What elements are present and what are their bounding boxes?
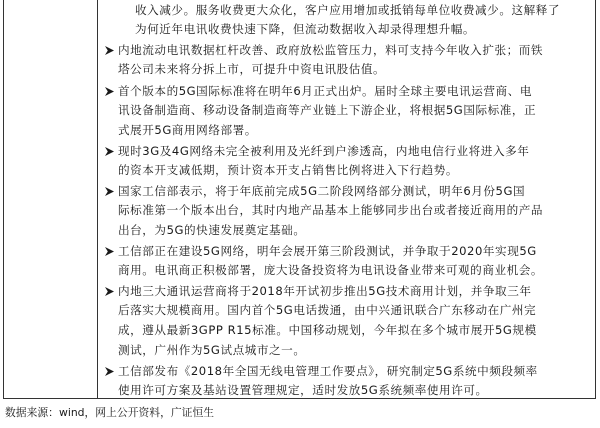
- list-item-line: 出台，为5G的快速发展奠定基础。: [118, 223, 306, 237]
- arrowhead-bullet-icon: [104, 86, 115, 97]
- list-item-line: 式展开5G商用网络部署。: [118, 123, 257, 137]
- arrowhead-bullet-icon: [104, 146, 115, 157]
- list-item-line: 成，遵从最新3GPP R15标准。中国移动规划，今年拟在多个城市展开5G规模: [118, 323, 537, 337]
- list-item-line: 商用。电讯商正积极部署，庞大设备投资将为电讯设备业带来可观的商业机会。: [118, 263, 544, 277]
- list-item-line: 现时3G及4G网络未完全被利用及光纤到户渗透高，内地电信行业将进入多年: [118, 144, 530, 158]
- list-item-line: 讯设备制造商、移动设备制造商等产业链上下游企业，将根据5G国际标准，正: [118, 103, 537, 117]
- list-item-line: 的资本开支减低期，预计资本开支占销售比例将进入下行趋势。: [118, 163, 459, 177]
- list-item-line: 为何近年电讯收费快速下降，但流动数据收入却录得理想升幅。: [135, 22, 476, 36]
- list-item-line: 塔公司未来将分拆上市，可提升中资电讯股估值。: [118, 62, 386, 76]
- bullet-list: [100, 0, 594, 398]
- arrowhead-bullet-icon: [104, 45, 115, 56]
- arrowhead-bullet-icon: [104, 186, 115, 197]
- source-note: 数据来源：wind，网上公开资料，广证恒生: [5, 406, 215, 419]
- list-item-line: 国家工信部表示，将于年底前完成5G二阶段网络部分测试，明年6月份5G国: [118, 184, 526, 198]
- list-item-line: 后落实大规模商用。国内首个5G电话拨通，由中兴通讯联合广东移动在广州完: [118, 303, 537, 317]
- list-item-line: 内地流动电讯数据杠杆改善、政府放松监管压力，料可支持今年收入扩张；而铁: [118, 43, 544, 57]
- list-item-line: 内地三大通讯运营商将于2018年开试初步推出5G技术商用计划，并争取三年: [118, 284, 532, 298]
- list-item-line: 测试，广州作为5G试点城市之一。: [118, 343, 306, 357]
- arrowhead-bullet-icon: [104, 246, 115, 257]
- list-item-line: 首个版本的5G国际标准将在明年6月正式出炉。届时全球主要电讯运营商、电: [118, 84, 532, 98]
- table-frame: [3, 0, 596, 399]
- list-item-line: 工信部正在建设5G网络，明年会展开第三阶段测试，并争取于2020年实现5G: [118, 244, 537, 258]
- left-column-empty: [4, 0, 98, 398]
- arrowhead-bullet-icon: [104, 286, 115, 297]
- list-item-line: 使用许可方案及基站设置管理规定，适时发放5G系统频率使用许可。: [118, 383, 488, 397]
- list-item-line: 工信部发布《2018年全国无线电管理工作要点》，研究制定5G系统中频段频率: [118, 364, 538, 378]
- arrowhead-bullet-icon: [104, 366, 115, 377]
- list-item-line: 收入减少。服务收费更大众化，客户应用增加或抵销每单位收费减少。这解释了: [135, 3, 561, 17]
- list-item-line: 际标准第一个版本出台，其时内地产品基本上能够同步出台或者接近商用的产品: [118, 203, 544, 217]
